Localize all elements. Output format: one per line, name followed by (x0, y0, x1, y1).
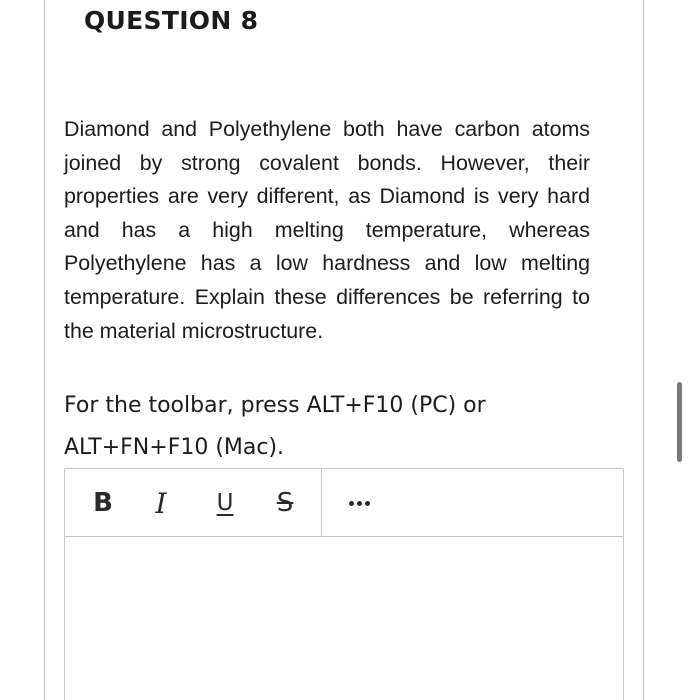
answer-text-area[interactable] (65, 537, 623, 700)
format-button-group (65, 469, 322, 536)
italic-button[interactable]: I (155, 486, 167, 520)
answer-editor (64, 468, 624, 700)
question-text: Diamond and Polyethylene both have carbon atoms joined by strong covalent bonds. However, their properties are very different, as Diamond is very hard and has a high melting temperature, whereas Polyethylene has a low hardness and low melting temperature. Explain these differences be referring to the material microstructure. (64, 117, 590, 343)
more-options-button[interactable] (337, 483, 381, 523)
toolbar-hint: For the toolbar, press ALT+F10 (PC) or ALT+FN+F10 (Mac). (64, 393, 486, 460)
editor-toolbar (65, 469, 623, 537)
more-horizontal-icon (349, 501, 354, 506)
bold-button[interactable]: B (93, 488, 113, 518)
question-title: QUESTION 8 (84, 6, 259, 35)
strikethrough-button[interactable]: S (276, 488, 294, 518)
underline-button[interactable]: U (216, 490, 234, 516)
page-scrollbar[interactable] (677, 382, 682, 462)
